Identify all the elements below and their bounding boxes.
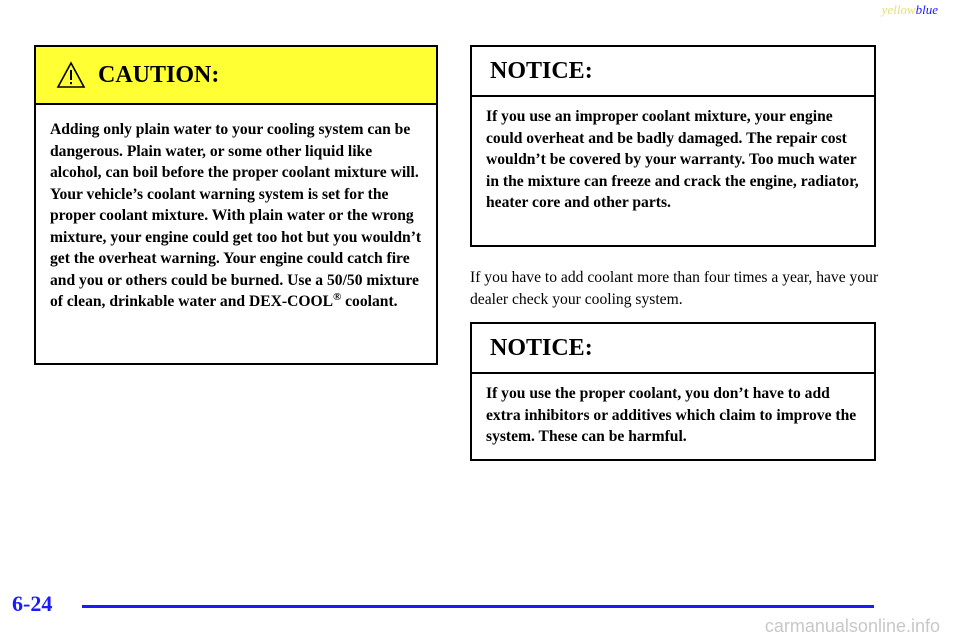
registered-mark: ® (333, 290, 342, 303)
notice-body: If you use the proper coolant, you don’t have to add extra inhibitors or additives which claim to improve the system. These can be harmful. (486, 385, 857, 445)
caution-title: CAUTION: (98, 61, 220, 88)
caution-text-end: coolant. (341, 293, 398, 310)
notice-box-inhibitors (470, 322, 876, 461)
notice-box-coolant-mixture (470, 45, 876, 247)
caution-body (36, 105, 436, 313)
caution-text: Adding only plain water to your cooling system can be dangerous. Plain water, or some other liquid like alcohol, can boil before the proper coolant mixture will. Your vehicle’s coolant warning system is set for the proper coolant mixture. With plain water or the wrong mixture, your engine could get too hot but you wouldn’t get the overheat warning. Your engine could catch fire and you or others could be burned. Use a 50/50 mixture of clean, drinkable water and DEX-COOL (50, 121, 422, 310)
notice-title: NOTICE: (472, 47, 874, 97)
page-number: 6-24 (12, 591, 53, 616)
notice-title: NOTICE: (472, 324, 874, 374)
watermark: carmanualsonline.info (764, 616, 940, 636)
warning-triangle-icon (56, 61, 86, 89)
caution-header (36, 47, 436, 105)
notice-body: If you use an improper coolant mixture, your engine could overheat and be badly damaged. The repair cost wouldn’t be covered by your warranty. Too much water in the mixture can freeze and crack the engine, radiator, heater core and other parts. (486, 108, 859, 211)
caution-box (34, 45, 438, 365)
footer-rule (82, 605, 874, 608)
coolant-frequency-paragraph: If you have to add coolant more than four times a year, have your dealer check your cooling system. (470, 269, 879, 308)
header-word-blue: blue (915, 2, 938, 17)
header-mark (882, 2, 938, 18)
header-word-yellow: yellow (881, 2, 916, 17)
